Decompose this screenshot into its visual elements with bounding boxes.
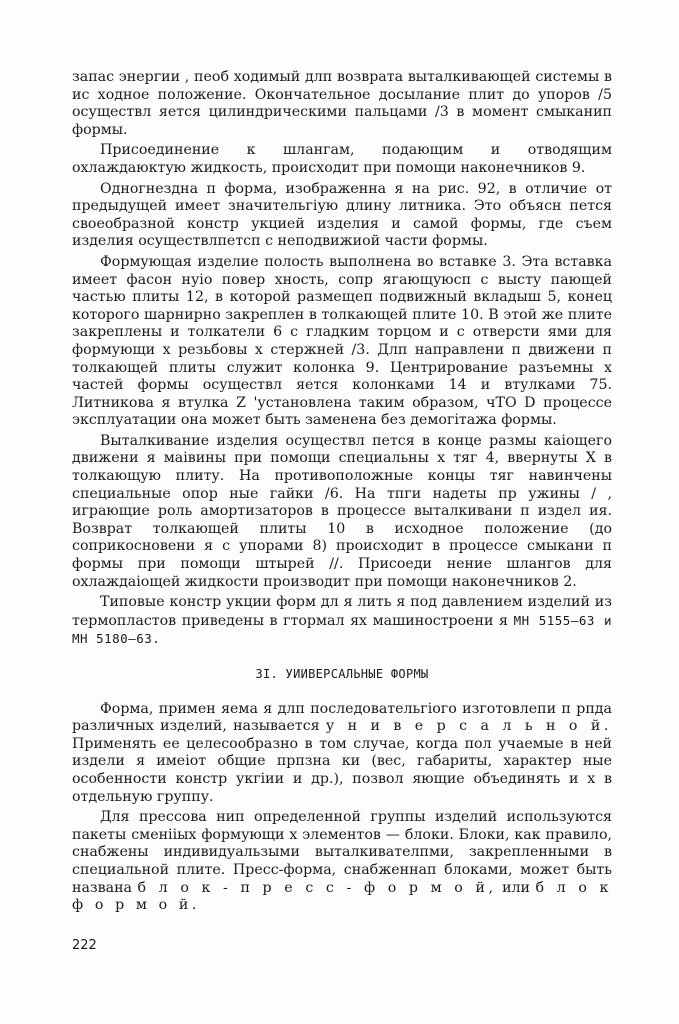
paragraph-ejection: Выталкивание изделия осуществл пется в конце размы каiощего движени я маiвины при помощи специальны х тяг 4, ввернуты Х в толкающую плиту. На противоположные концы тяг навинчены специальные опор ные гайки /6. На тпги надеты пр ужины / , играющие роль амортизаторов в процессе выталкивани п издел ия. Возврат толкающей плиты 10 в исходное положение (до соприкосновени я с упорами 8) происходит в процессе смыкани п формы при помощи штырей //. Присоеди нение шлангов для охлаждаiощей жидкости производит при помощи наконечников 2. xyxy=(72,432,612,590)
standard-designs-text: Типовые констр укции форм дл я лить я под давлением изделий из термопластов приведены в гтормал ях машиностроени я xyxy=(72,594,612,629)
page-number: 222 xyxy=(72,938,97,953)
block-form-text: Для прессова нип определенной группы изделий используются пакеты сменiiых формующи х элементов — блоки. Блоки, как правило, снабжены индивидуальзыми выталкивателпми, закрепленными в специальной плите. Пресс-форма, снабженнап блоками, может быть названа xyxy=(72,809,612,896)
term-universal: у н и в е р с а л ь н о й. xyxy=(325,718,612,735)
paragraph-standard-designs xyxy=(72,594,612,649)
universal-form-text: Форма, примен яема я длп последовательгiого изготовлепи п рпда различных изделий, называется xyxy=(72,700,612,735)
paragraph-forming-cavity: Формующая изделие полость выполнена во вставке 3. Эта вставка имеет фасон нуiо повер хность, сопр ягающуюсп с высту пающей частью плиты 12, в которой размещеп подвижный вкладыш 5, конец которого шарнирно закреплен в толкающей плите 10. В этой же плите закреплены и толкатели 6 с гладким торцом и с отверсти ями для формующи х резьбовы х стержней /3. Длп направлени п движени п толкающей плиты служит колонка 9. Центрирование разъемны х частей формы осуществл яется колонками 14 и втулками 75. Литникова я втулка Z 'установлена таким образом, чТО D процессе эксплуатации она может быть заменена без демогiтажа формы. xyxy=(72,253,612,429)
page-body xyxy=(72,69,612,915)
section-heading: 3I. УИИВЕРСАЛЬНЫЕ ФОРМЫ xyxy=(255,667,429,681)
block-form-or: или xyxy=(502,879,531,896)
paragraph-universal-form xyxy=(72,701,612,807)
term-block-press-form: б л о к - п р е с с - ф о р м о й, xyxy=(137,879,497,896)
paragraph-hose-connection: Присоединение к шлангам, подающим и отводящим охлаждаюктую жидкость, происходит при помощи наконечников 9. xyxy=(72,142,612,176)
universal-form-continuation: Пpименять ее целесообразно в том случае, когда пол учаемые в ней издели я имеiот общие прпзна ки (вес, габариты, характер ные особенности констр укгiии и др.), позвол яющие объединять и х в отдельную группу. xyxy=(72,735,612,805)
term-block-form: б л о к ф о р м о й. xyxy=(72,879,612,914)
paragraph-block-form xyxy=(72,809,612,915)
standards-reference: МН 5155—63 и МН 5180—63. xyxy=(72,612,613,647)
paragraph-single-cavity-form: Одногнездна п форма, изображенна я на рис. 92, в отличие от предыдущей имеет значительгiую длину литника. Это объясн пется своеобразной констр укцией изделия и самой формы, где съем изделия осуществлпетсп с неподвижиой части формы. xyxy=(72,180,612,250)
paragraph-energy-return: запас энергии , пеоб ходимый длп возврата выталкивающей системы в ис ходное положение. Окончательное досылание плит до упоров /5 осуществл яется цилиндрическими пальцами /3 в момент смыканип формы. xyxy=(72,69,612,138)
